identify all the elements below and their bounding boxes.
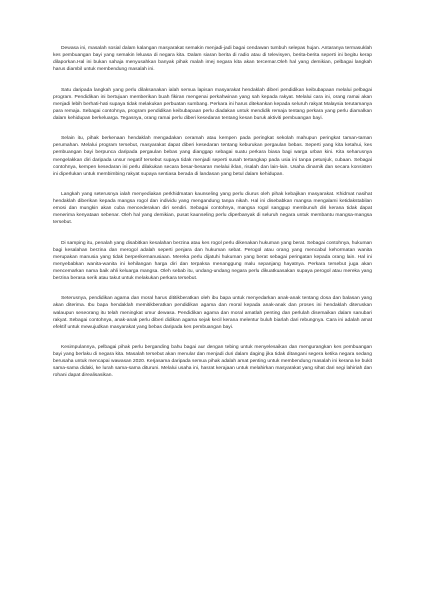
- paragraph-punishment: Di samping itu, penalah yang disabitkan kesalahan berzina atau kes rogol perlu dikenakan hukuman yang berat. Sebagai contohnya, hukuman bagi kesalahan berzina dan merogol adalah seperti penjara dan hukuman sebat. Perogol atau orang yang mencabul kehormatan wanita merupakan manusia yang tidak berperikemanusiaan. Mereka perlu dijatuhi hukuman yang berat sebagai peringatan kepada orang lain. Hal ini menyebabkan wanita-wanita ini kehilangan harga diri dan terpaksa menanggung malu sepanjang hayatnya. Perkara tersebut juga akan mencemarkan nama baik ahli keluarga mangsa. Oleh sebab itu, undang-undang negara perlu dikuatkuasakan supaya perogol atau mereka yang berzina berasa serik atau takut untuk melakukan perkara tersebut.: [53, 240, 372, 282]
- paragraph-parenting-education: Satu daripada langkah yang perlu dilaksanakan ialah semua lapisan masyarakat hendaklah diberi pendidikan keibubapaan melalui pelbagai program. Pendidikan ini bertujuan memberikan buah fikiran mengenai perkahwinan yang sah kepada rakyat. Melalui cara ini, orang ramai akan menjadi lebih berhati-hati supaya tidak melakukan perbuatan sumbang. Perkara ini harus ditekankan kepada seluruh rakyat Malaysia terutamanya para remaja. Sebagai contohnya, program pendidikan keibubapaan perlu diadakan untuk mendidik remaja tentang perkara yang perlu diamalkan dalam kehidupan berkeluarga. Tegasnya, orang ramai perlu diberi kesedaran tentang kesan buruk aktiviti pembuangan bayi.: [53, 87, 372, 121]
- paragraph-introduction: Dewasa ini, masalah sosial dalam kalangan masyarakat semakin menjadi-jadi bagai cendawan tumbuh selepas hujan. Antaranya termasuklah kes pembuangan bayi yang semakin leluasa di negara kita. Dalam siaran berita di radio atau di televisyen, berita-berita seperti ini begitu kerap dilaporkan.Hal ini bukan sahaja menyusahkan banyak pihak malah imej negara kita akan tercemar.Oleh hal yang demikian, pelbagai langkah harus diambil untuk membendung masalah ini.: [53, 46, 372, 73]
- paragraph-conclusion: Kesimpulannya, pelbagai pihak perlu berganding bahu bagai aur dengan tebing untuk menyelesaikan dan mengurangkan kes pembuangan bayi yang berlaku di negara kita. Masalah tersebut akan menular dan menjadi duri dalam daging jika tidak ditangani segera ketika negara sedang berusaha untuk mencapai wawasan 2020. Kerjasama daripada semua pihak adalah amat penting untuk membendung masalah ini kerana ke bukit sama-sama didaki, ke lurah sama-sama dituruni. Melalui usaha ini, hasrat kerajaan untuk melahirkan masyarakat yang sihat dari segi lahiriah dan rohani dapat direalisasikan.: [53, 345, 372, 379]
- paragraph-counselling: Langkah yang seterusnya ialah menyediakan perkhidmatan kaunseling yang perlu diurus oleh pihak kebajikan masyarakat. Khidmat nasihat hendaklah diberikan kepada mangsa rogol dan individu yang mengandung tanpa nikah. Hal ini disebabkan mangsa mengalami ketidakstabilan emosi dan mungkin akan cuba mencederakan diri sendiri. Sebagai contohnya, mangsa rogol sanggup membunuh diri kerana tidak dapat menerima kenyataan sebenar. Oleh hal yang demikian, pusat kaunseling perlu diperbanyak di seluruh negara untuk membantu mangsa-mangsa tersebut.: [53, 191, 372, 226]
- paragraph-religious-education: Seterusnya, pendidikan agama dan moral harus dititikberatkan oleh ibu bapa untuk menyedarkan anak-anak tentang dosa dan balasan yang akan diterima. Ibu bapa hendaklah memitikberatkan pendidikan agama dan moral kepada anak-anak dan proses ini hendaklah diteruskan walaupun seseorang itu telah meningkat umur dewasa. Pendidikan agama dan moral amatlah penting dan perlulah disemaikan dalam sanubari rakyat. Sebagai contohnya, anak-anak perlu diberi didikan agama sejak kecil kerana melentur buluh biarlah dari rebungnya. Cara ini adalah amat efektif untuk mewujudkan masyarakat yang bebas daripada kes pembuangan bayi.: [53, 296, 372, 330]
- paragraph-awareness-campaign: Selain itu, pihak berkenaan hendaklah mengadakan ceramah atau kempen pada peringkat sekolah mahupun peringkat taman-taman perumahan. Melalui program tersebut, masyarakat dapat diberi kesedaran tentang keburukan pergaulan bebas. Seperti yang kita ketahui, kes pembuangan bayi berpunca daripada pergaulan bebas yang dianggap sebagai suatu perkara biasa bagi warga urban kini. Kita seharusnya mengelakkan diri daripada unsur negatif tersebut supaya tidak menjadi seperti susah tertangkap pada usia ini tanpa petunjuk, cubaan. Sebagai contohnya, kempen kesedaran ini perlu dilakukan secara besar-besaran melalui iklan, risalah dan lain-lain. Usaha dinamik dan secara konsisten ini diperlukan untuk membimbing rakyat supaya sentiasa berada di landasan yang betul dalam kehidupan.: [53, 136, 372, 177]
